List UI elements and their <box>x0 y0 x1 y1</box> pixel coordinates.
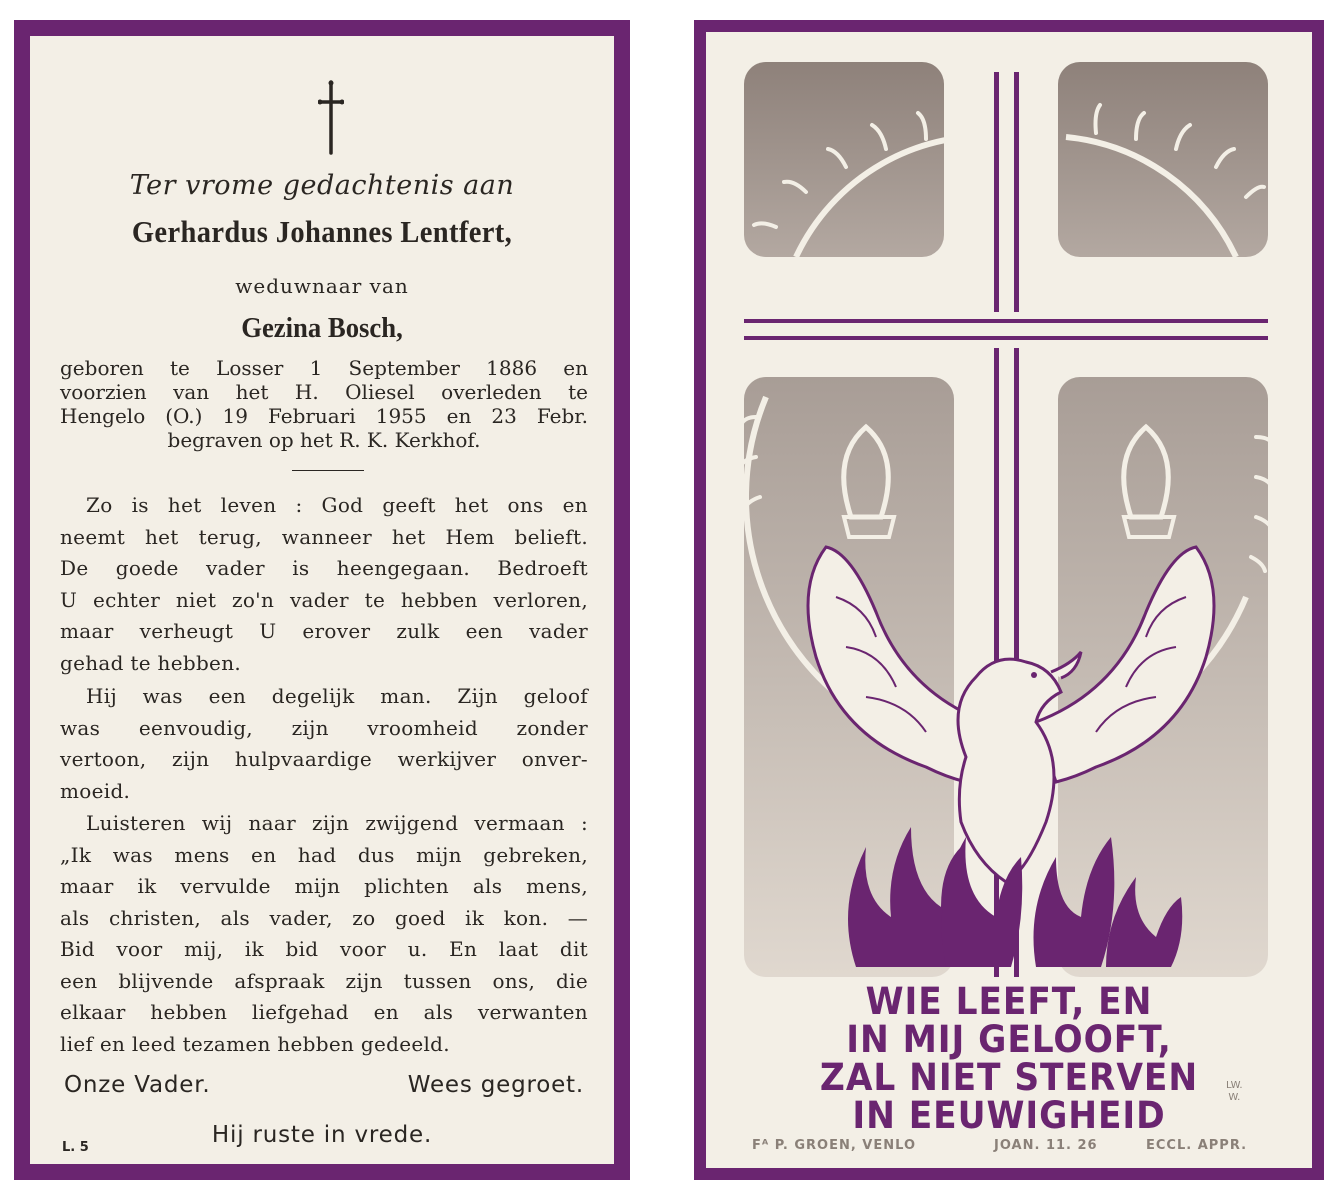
biography <box>60 356 588 452</box>
cross-icon <box>318 80 344 155</box>
text-line: lief en leed tezamen hebben gedeeld. <box>60 1031 450 1056</box>
deceased-name: Gerhardus Johannes Lentfert, <box>131 214 513 249</box>
memorial-card-image-side <box>694 20 1324 1180</box>
text-line: neemt het terug, wanneer het Hem belieft. <box>60 524 588 549</box>
bible-reference: JOAN. 11. 26 <box>994 1138 1098 1153</box>
ecclesiastical-approval: ECCL. APPR. <box>1146 1138 1248 1153</box>
text-line: Zo is het leven : God geeft het ons en <box>86 493 588 517</box>
text-line: Hij was een degelijk man. Zijn geloof <box>86 684 588 708</box>
signature-line: W. <box>1228 1092 1241 1103</box>
verse-line: IN EEUWIGHEID <box>852 1094 1166 1137</box>
relation-text: weduwnaar van <box>235 274 409 298</box>
bio-line: Hengelo (O.) 19 Februari 1955 en 23 Febr. <box>60 404 588 428</box>
text-line: maar verheugt U erover zulk een vader <box>60 619 588 643</box>
text-line: maar ik vervulde mijn plichten als mens, <box>60 874 588 898</box>
artist-signature <box>1226 1080 1243 1104</box>
text-line: U echter niet zo'n vader te hebben verloren, <box>60 587 588 612</box>
bio-line: geboren te Losser 1 September 1886 en <box>60 356 588 380</box>
text-line: Bid voor mij, ik bid voor u. En laat dit <box>60 937 588 961</box>
closing-line: Hij ruste in vrede. <box>211 1122 433 1148</box>
text-line: als christen, als vader, zo goed ik kon. — <box>60 905 588 930</box>
spouse-name: Gezina Bosch, <box>241 312 403 344</box>
memorial-card-text-side <box>14 20 630 1180</box>
text-line: Luisteren wij naar zijn zwijgend vermaan : <box>86 811 588 835</box>
memorial-intro: Ter vrome gedachtenis aan <box>129 170 515 201</box>
text-line: was eenvoudig, zijn vroomheid zonder <box>60 715 588 740</box>
divider <box>292 470 364 471</box>
verse-line: IN MIJ GELOOFT, <box>846 1018 1172 1061</box>
verse-line: WIE LEEFT, EN <box>865 980 1153 1023</box>
text-line: De goede vader is heengegaan. Bedroeft <box>60 556 588 580</box>
prayer-our-father: Onze Vader. <box>64 1072 211 1098</box>
printer-credit: Fᴬ P. GROEN, VENLO <box>752 1138 916 1153</box>
text-line: moeid. <box>60 778 131 803</box>
print-code: L. 5 <box>62 1140 89 1155</box>
bio-line: voorzien van het H. Oliesel overleden te <box>60 380 588 404</box>
signature-line: LW. <box>1226 1080 1243 1091</box>
text-line: gehad te hebben. <box>60 650 242 675</box>
text-line: elkaar hebben liefgehad en als verwanten <box>60 1000 588 1024</box>
paragraph-2 <box>60 681 588 807</box>
bio-line: begraven op het R. K. Kerkhof. <box>167 428 481 452</box>
text-line: „Ik was mens en had dus mijn gebreken, <box>60 842 588 867</box>
paragraph-1 <box>60 490 588 679</box>
paragraph-3 <box>60 808 588 1060</box>
phoenix-illustration <box>736 57 1282 977</box>
text-line: vertoon, zijn hulpvaardige werkijver onver- <box>60 747 588 771</box>
prayer-hail-mary: Wees gegroet. <box>407 1072 584 1098</box>
text-line: een blijvende afspraak zijn tussen ons, die <box>60 968 588 993</box>
verse-line: ZAL NIET STERVEN <box>819 1056 1199 1099</box>
